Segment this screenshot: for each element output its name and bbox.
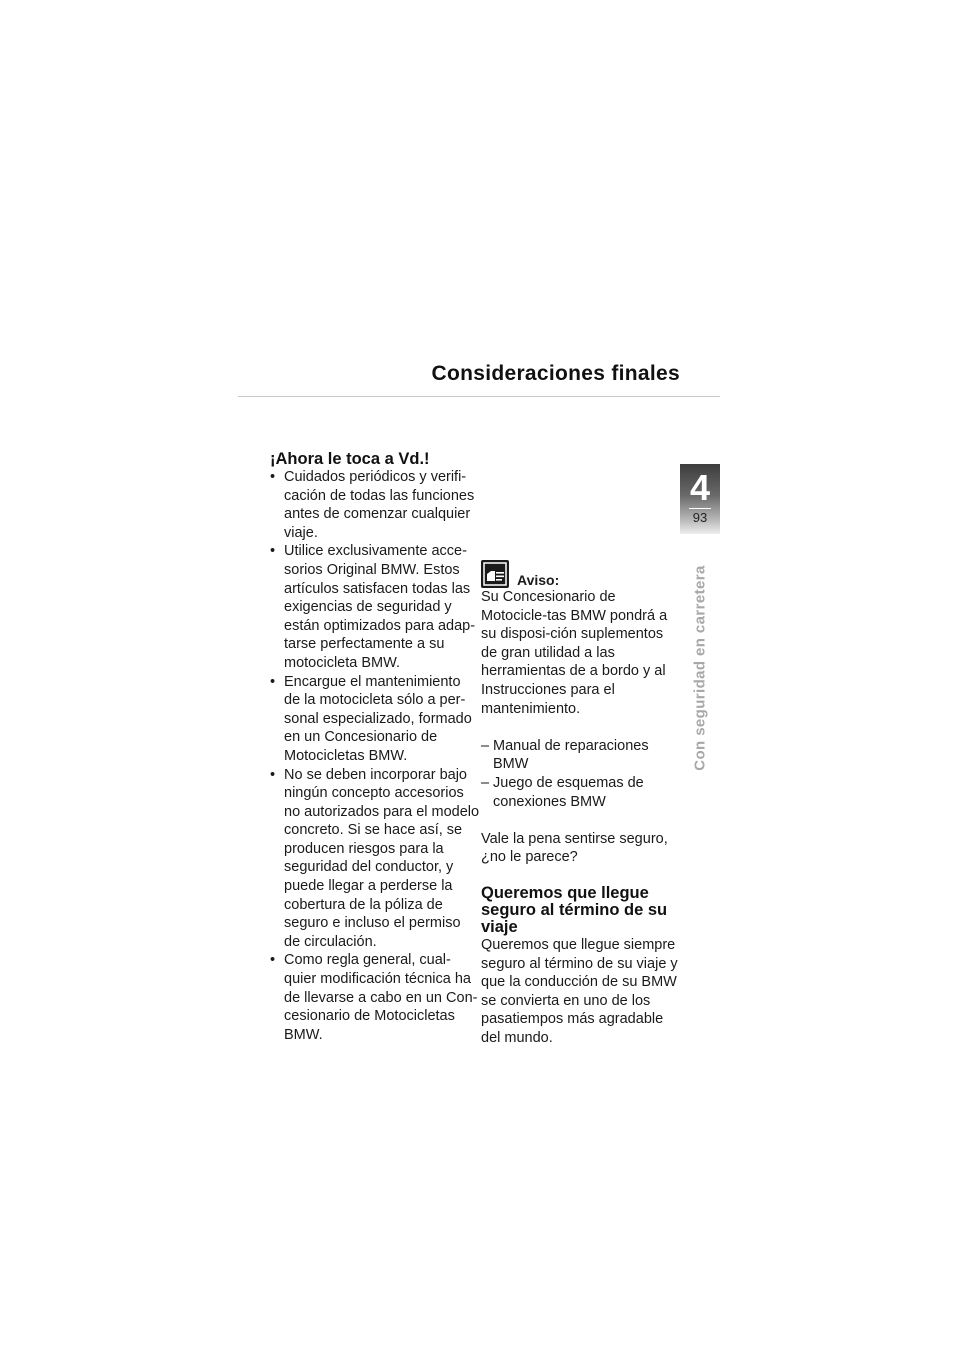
section-heading-2: Queremos que llegue seguro al término de su viaje <box>481 883 668 936</box>
bullet-list <box>270 468 480 1044</box>
page-title: Consideraciones finales <box>431 362 680 385</box>
page-number: 93 <box>692 510 708 525</box>
dash-list <box>481 737 681 811</box>
section-heading: ¡Ahora le toca a Vd.! <box>270 450 430 468</box>
chapter-number: 4 <box>689 467 711 508</box>
right-column <box>481 558 681 1047</box>
left-column <box>270 451 480 1044</box>
closing-text: Vale la pena sentirse seguro, ¿no le parece? <box>481 830 668 866</box>
list-item: • No se deben incorporar bajo ningún concepto accesorios no autorizados para el modelo concreto. Si se hace así, se producen riesgos para la seguridad del conductor, y puede llegar a perderse la cobertura de la póliza de seguro e incluso el permiso de circulación. <box>270 766 480 952</box>
list-item: • Cuidados periódicos y verifi-cación de todas las funciones antes de comenzar cualquier viaje. <box>270 468 480 542</box>
notice-icon <box>481 560 509 588</box>
list-item: • Como regla general, cual-quier modificación técnica ha de llevarse a cabo en un Con-cesionario de Motocicletas BMW. <box>270 951 480 1044</box>
list-item: – Juego de esquemas de conexiones BMW <box>481 774 681 811</box>
notice-header <box>481 558 681 588</box>
notice-text: Su Concesionario de Motocicle-tas BMW pondrá a su disposi-ción suplementos de gran utilidad a las herramientas de a bordo y al Instrucciones para el mantenimiento. <box>481 589 668 717</box>
list-item: – Manual de reparaciones BMW <box>481 737 681 774</box>
section-side-label: Con seguridad en carretera <box>691 565 709 771</box>
notice-label: Aviso: <box>517 572 560 588</box>
title-divider <box>238 396 720 397</box>
final-text: Queremos que llegue siempre seguro al término de su viaje y que la conducción de su BMW se convierta en uno de los pasatiempos más agradable del mundo. <box>481 936 678 1046</box>
chapter-tab <box>680 464 720 534</box>
list-item: • Utilice exclusivamente acce-sorios Original BMW. Estos artículos satisfacen todas las exigencias de seguridad y están optimizados para adap-tarse perfectamente a su motocicleta BMW. <box>270 542 480 672</box>
list-item: • Encargue el mantenimiento de la motocicleta sólo a per-sonal especializado, formado en un Concesionario de Motocicletas BMW. <box>270 673 480 766</box>
